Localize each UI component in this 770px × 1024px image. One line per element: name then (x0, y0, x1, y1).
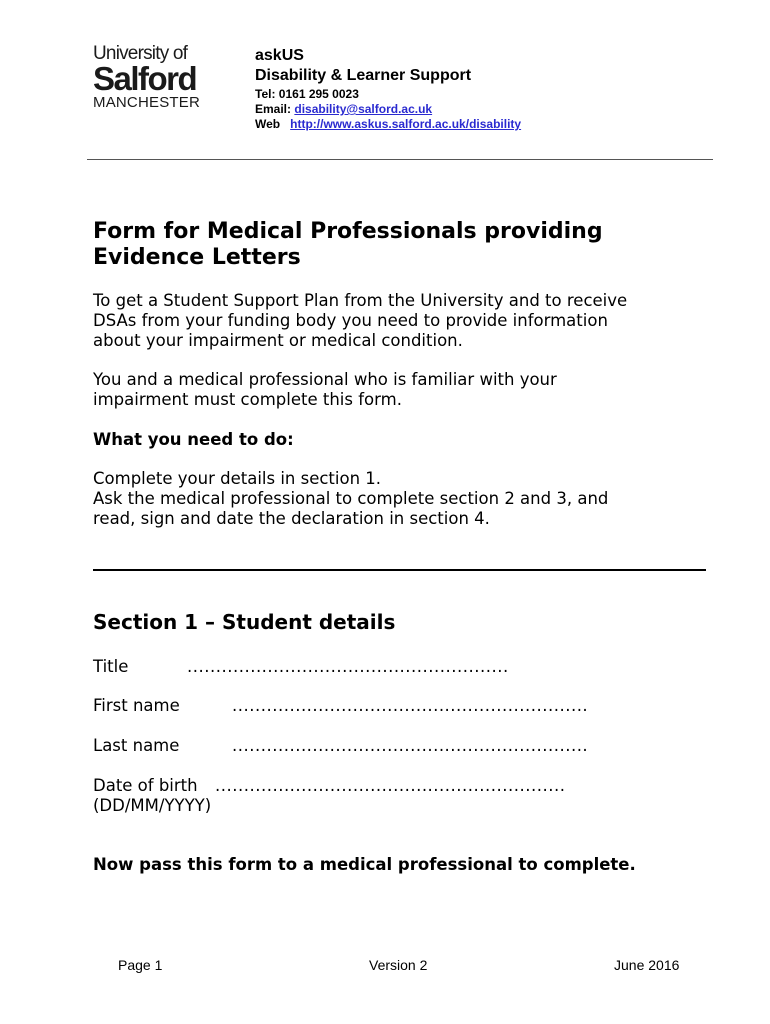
tel-value: 0161 295 0023 (278, 87, 359, 101)
logo-line-3: MANCHESTER (93, 94, 201, 111)
dob-field-blank[interactable]: ............................................................. (215, 776, 566, 795)
step-line-1: Complete your details in section 1. (93, 469, 382, 488)
footer-version: Version 2 (369, 957, 428, 973)
intro-paragraph (93, 291, 713, 351)
para2-line-1: You and a medical professional who is familiar with your (93, 370, 557, 389)
web-label: Web (255, 117, 281, 131)
footer-page-number: Page 1 (118, 957, 163, 973)
steps-paragraph (93, 469, 713, 529)
title-line-2: Evidence Letters (93, 245, 301, 270)
title-field-blank[interactable]: ........................................................ (187, 657, 509, 676)
telephone-row (255, 87, 521, 102)
para2-line-2: impairment must complete this form. (93, 390, 402, 409)
pass-form-note: Now pass this form to a medical professional to complete. (93, 855, 636, 874)
title-line-1: Form for Medical Professionals providing (93, 219, 603, 244)
section-divider (93, 569, 706, 571)
dob-field-label: Date of birth (93, 776, 198, 795)
logo-line-2: Salford (93, 60, 197, 97)
email-row (255, 102, 521, 117)
first-name-field-blank[interactable]: .............................................................. (232, 696, 589, 715)
intro-line-2: DSAs from your funding body you need to provide information (93, 311, 608, 330)
step-line-2: Ask the medical professional to complete section 2 and 3, and (93, 489, 609, 508)
requirement-paragraph (93, 370, 713, 410)
logo-line-1: University of (93, 43, 188, 64)
page-title (93, 219, 693, 271)
first-name-field-label: First name (93, 696, 180, 715)
web-row (255, 117, 521, 132)
step-line-3: read, sign and date the declaration in section 4. (93, 509, 490, 528)
web-link[interactable]: http://www.askus.salford.ac.uk/disability (290, 117, 522, 131)
tel-label: Tel: (255, 87, 276, 101)
what-to-do-heading: What you need to do: (93, 430, 294, 449)
header-divider (87, 159, 713, 160)
footer-date: June 2016 (614, 957, 680, 973)
section-1-heading: Section 1 – Student details (93, 610, 396, 634)
intro-line-3: about your impairment or medical condition. (93, 331, 463, 350)
contact-block (255, 46, 521, 132)
last-name-field-blank[interactable]: .............................................................. (232, 736, 589, 755)
department-name: Disability & Learner Support (255, 67, 472, 84)
title-field-label: Title (93, 657, 129, 676)
dob-format-hint: (DD/MM/YYYY) (93, 796, 212, 815)
email-label: Email: (255, 102, 292, 116)
service-name: askUS (255, 47, 304, 64)
email-link[interactable]: disability@salford.ac.uk (294, 102, 433, 116)
last-name-field-label: Last name (93, 736, 180, 755)
intro-line-1: To get a Student Support Plan from the University and to receive (93, 291, 628, 310)
university-logo (93, 44, 213, 112)
